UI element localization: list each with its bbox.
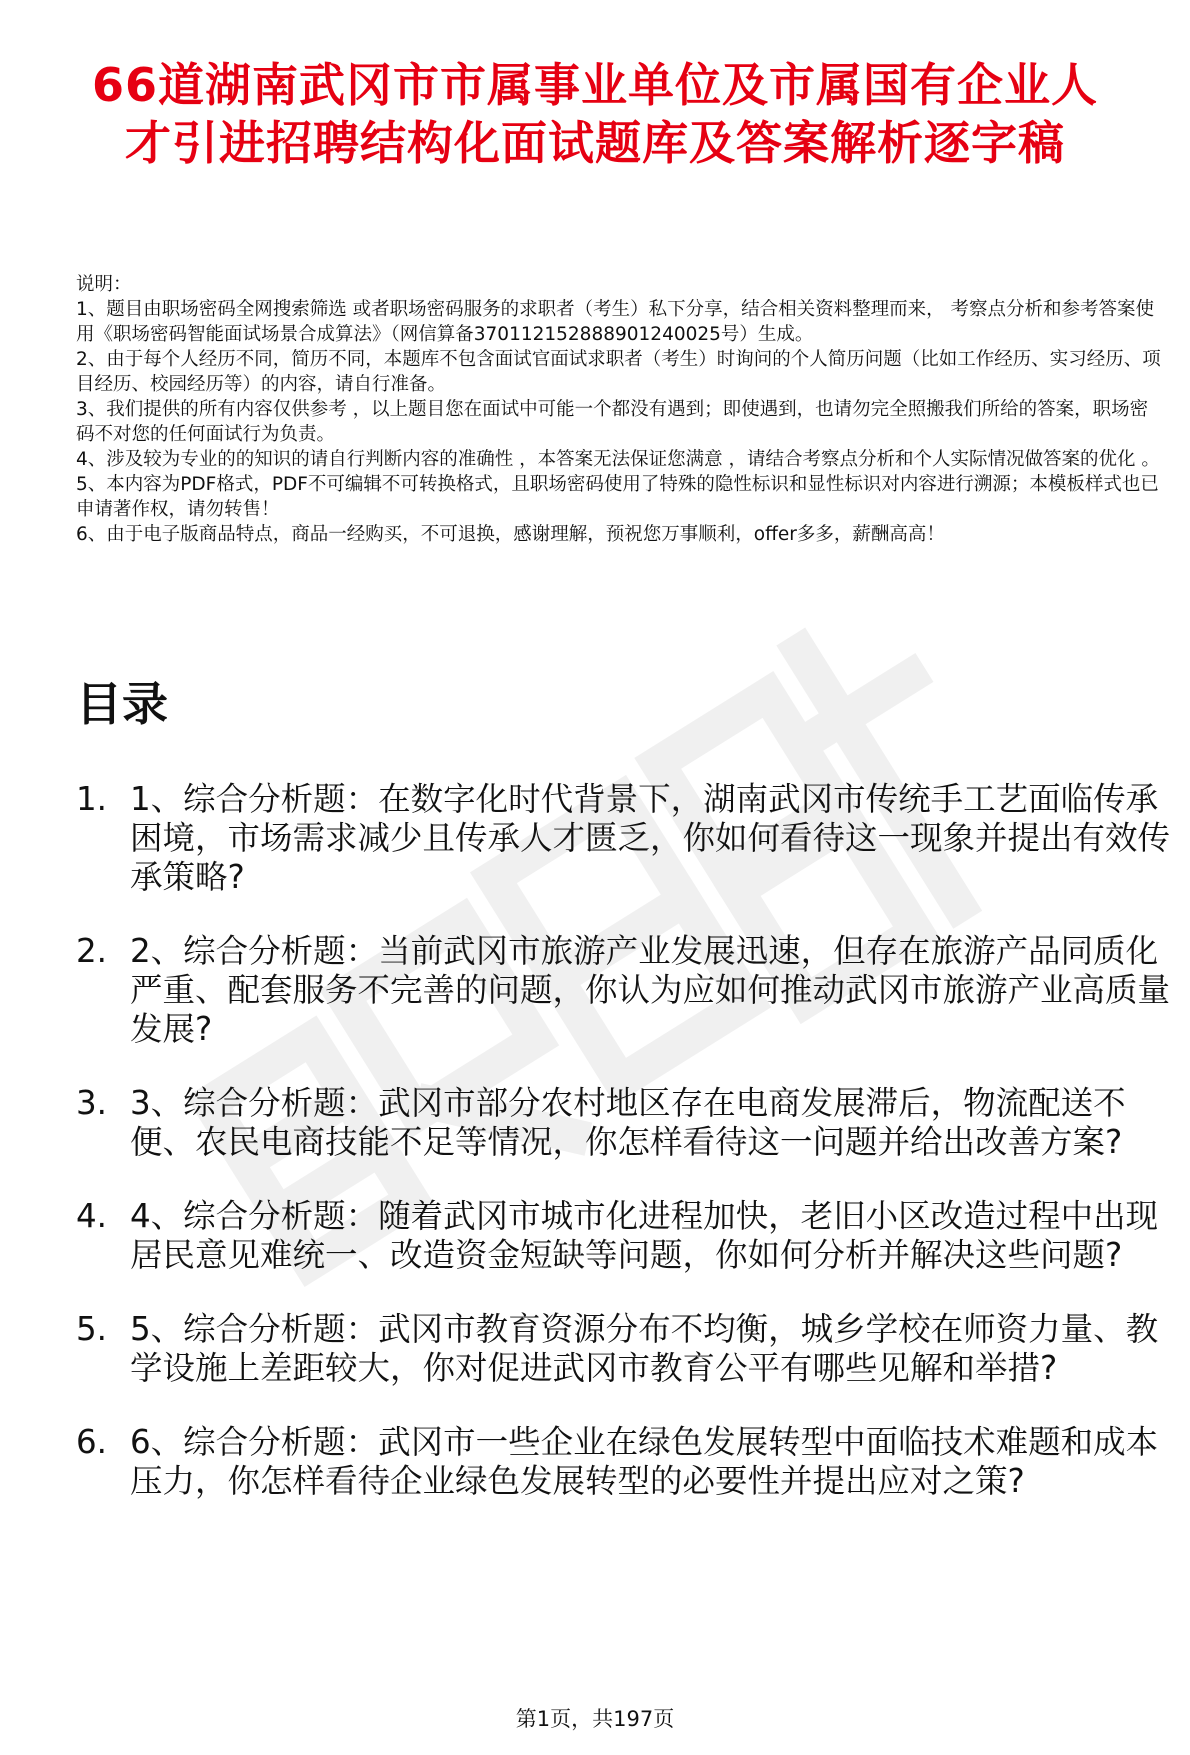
toc-item-text: 5、综合分析题：武冈市教育资源分布不均衡，城乡学校在师资力量、教学设施上差距较大，你对促进武冈市教育公平有哪些见解和举措? (130, 1310, 1159, 1387)
toc-item-text: 3、综合分析题：武冈市部分农村地区存在电商发展滞后，物流配送不便、农民电商技能不足等情况，你怎样看待这一问题并给出改善方案? (130, 1084, 1126, 1161)
toc-item-number: 1. (76, 780, 108, 818)
notes-heading: 说明： (76, 274, 132, 295)
toc-item-text: 6、综合分析题：武冈市一些企业在绿色发展转型中面临技术难题和成本压力，你怎样看待企业绿色发展转型的必要性并提出应对之策? (130, 1423, 1159, 1500)
toc-item[interactable] (76, 1423, 1176, 1501)
toc-item[interactable] (76, 932, 1176, 1049)
toc-item-number: 6. (76, 1423, 108, 1461)
toc-item-number: 4. (76, 1197, 108, 1235)
notes-section (76, 272, 1166, 547)
page-footer: 第1页，共197页 (515, 1707, 675, 1731)
notes-item: 1、题目由职场密码全网搜索筛选 或者职场密码服务的求职者（考生）私下分享，结合相关资料整理而来， 考察点分析和参考答案使用《职场密码智能面试场景合成算法》（网信算备370112152888901240025号）生成。 (76, 299, 1155, 345)
notes-item: 3、我们提供的所有内容仅供参考 ，以上题目您在面试中可能一个都没有遇到；即使遇到，也请勿完全照搬我们所给的答案，职场密码不对您的任何面试行为负责。 (76, 399, 1149, 445)
document-title: 66道湖南武冈市市属事业单位及市属国有企业人才引进招聘结构化面试题库及答案解析逐字稿 (91, 58, 1098, 170)
toc-item-number: 5. (76, 1310, 108, 1348)
toc-item-text: 2、综合分析题：当前武冈市旅游产业发展迅速，但存在旅游产品同质化严重、配套服务不完善的问题，你认为应如何推动武冈市旅游产业高质量发展? (130, 932, 1171, 1048)
toc-item[interactable] (76, 1084, 1176, 1162)
notes-item: 6、由于电子版商品特点，商品一经购买，不可退换，感谢理解，预祝您万事顺利，offer多多，薪酬高高！ (76, 524, 945, 545)
toc-item-text: 1、综合分析题：在数字化时代背景下，湖南武冈市传统手工艺面临传承困境，市场需求减少且传承人才匮乏，你如何看待这一现象并提出有效传承策略? (130, 780, 1171, 896)
toc-item[interactable] (76, 780, 1176, 897)
notes-item: 4、涉及较为专业的的知识的请自行判断内容的准确性 ，本答案无法保证您满意 ，请结合考察点分析和个人实际情况做答案的优化 。 (76, 449, 1160, 470)
toc-item-number: 2. (76, 932, 108, 970)
toc-item[interactable] (76, 1310, 1176, 1388)
toc-list (76, 780, 1176, 1536)
toc-heading: 目录 (76, 677, 168, 731)
toc-item-text: 4、综合分析题：随着武冈市城市化进程加快，老旧小区改造过程中出现居民意见难统一、改造资金短缺等问题，你如何分析并解决这些问题? (130, 1197, 1159, 1274)
toc-item-number: 3. (76, 1084, 108, 1122)
notes-item: 2、由于每个人经历不同，简历不同，本题库不包含面试官面试求职者（考生）时询问的个人简历问题（比如工作经历、实习经历、项目经历、校园经历等）的内容，请自行准备。 (76, 349, 1161, 395)
notes-item: 5、本内容为PDF格式，PDF不可编辑不可转换格式，且职场密码使用了特殊的隐性标识和显性标识对内容进行溯源；本模板样式也已申请著作权，请勿转售！ (76, 474, 1159, 520)
toc-item[interactable] (76, 1197, 1176, 1275)
